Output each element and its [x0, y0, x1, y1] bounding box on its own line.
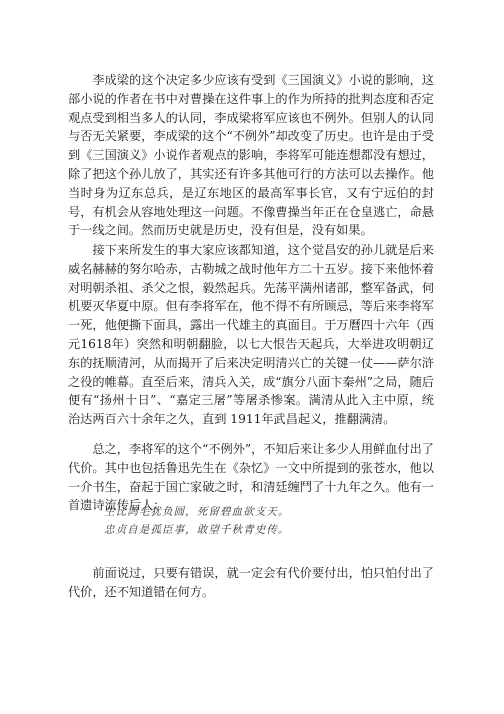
paragraph-1: 李成梁的这个决定多少应该有受到《三国演义》小说的影响，这部小说的作者在书中对曹操在这件事上的作为所持的批判态度和否定观点受到相当多人的认同，李成梁将军应该也不例外。但别人的认同与否无关紧要，李成梁的这个“不例外”却改变了历史。也许是由于受到《三国演义》小说作者观点的影响，李将军可能连想都没有想过，除了把这个孙儿放了，其实还有许多其他可行的方法可以去操作。他当时身为辽东总兵，是辽东地区的最高军事长官，又有宁远伯的封号，有机会从容地处理这一问题。不像曹操当年正在仓皇逃亡，命悬于一线之间。然而历史就是历史，没有但是，没有如果。	[68, 73, 434, 238]
paragraph-3: 总之，李将军的这个“不例外”，不知后来让多少人用鲜血付出了代价。其中也包括鲁迅先生在《杂忆》一文中所提到的张苍水，他以一介书生，奋起于国亡家破之时，和清廷缠鬥了十九年之久。他有一首遗诗流传后人：	[68, 442, 434, 513]
paragraph-4: 前面说过，只要有错误，就一定会有代价要付出，怕只怕付出了代价，还不知道错在何方。	[68, 566, 434, 599]
poem-block	[104, 504, 424, 544]
poem-line-2: 忠贞自是孤臣事，敢望千秋青史传。	[104, 524, 290, 536]
poem-line-1: 生比鸿毛犹负圆，死留碧血欲支天。	[104, 506, 290, 518]
paragraph-2: 接下来所发生的事大家应该都知道，这个觉昌安的孙儿就是后来威名赫赫的努尔哈赤，古勒城之战时他年方二十五岁。接下来他怀着对明朝杀祖、杀父之恨，毅然起兵。先荡平满州诸部，整军备武，伺机要灭华夏中原。但有李将军在，他不得不有所顾忌，等后来李将军一死，他便撕下面具，露出一代雄主的真面目。于万曆四十六年（西元1618年）突然和明朝翻脸，以七大恨告天起兵，大举进攻明朝辽东的抚顺清河，从而揭开了后来决定明清兴亡的关键一仗——萨尔浒之役的帷幕。直至后来，清兵入关，成“旗分八面卞秦州”之局，随后便有“扬州十日”、“嘉定三屠”等屠杀惨案。满清从此入主中原，统治达两百六十余年之久，直到 1911年武昌起义，推翻满清。	[68, 243, 434, 427]
